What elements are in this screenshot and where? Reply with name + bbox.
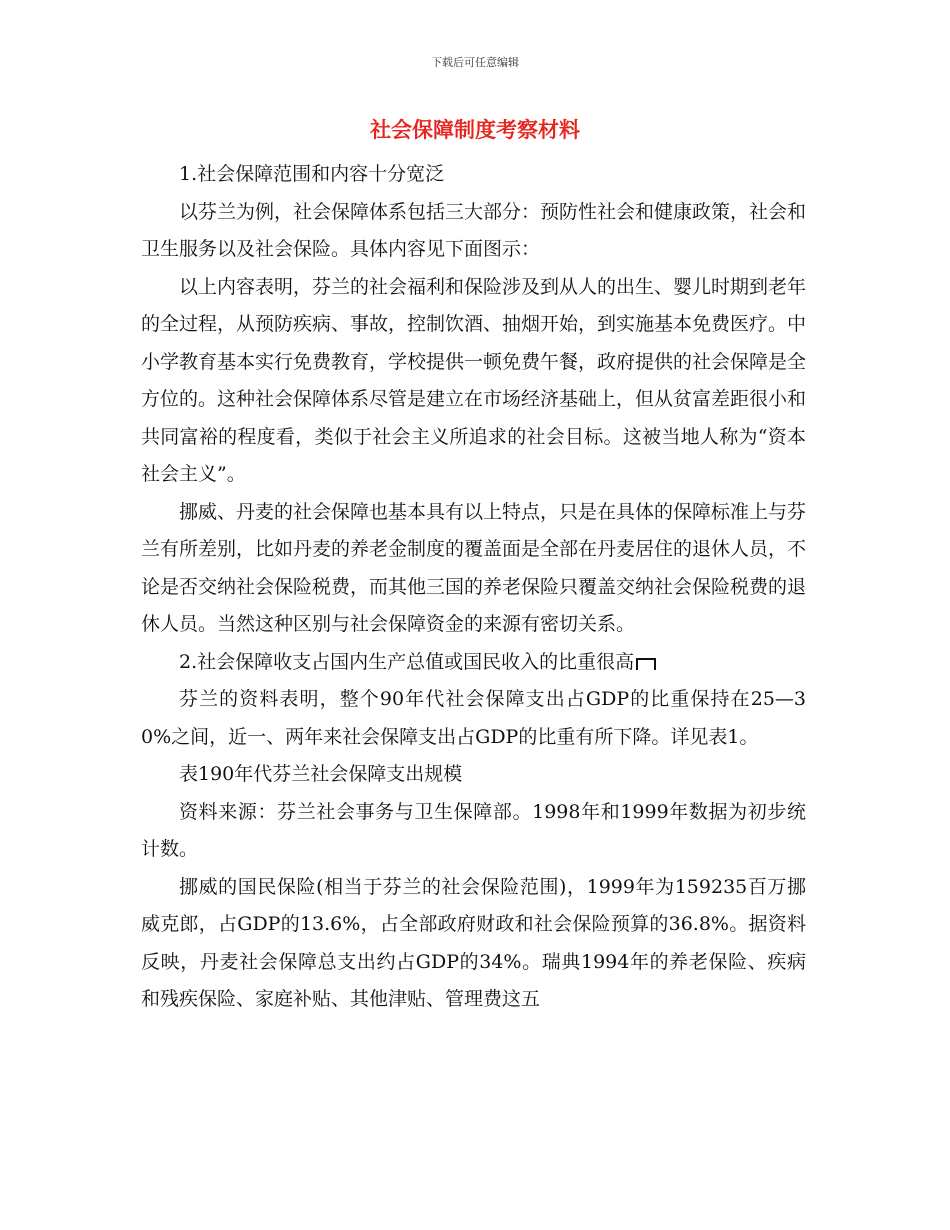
text-cursor-icon bbox=[636, 658, 656, 670]
document-body bbox=[141, 156, 806, 1019]
paragraph-finland-gdp: 芬兰的资料表明，整个90年代社会保障支出占GDP的比重保持在25—30%之间，近一、两年来社会保障支出占GDP的比重有所下降。详见表1。 bbox=[141, 688, 806, 748]
page-header-note: 下载后可任意编辑 bbox=[431, 56, 519, 69]
section-heading-2 bbox=[141, 644, 806, 682]
section-heading-2-text: 2.社会保障收支占国内生产总值或国民收入的比重很高 bbox=[179, 650, 635, 673]
paragraph-finland-coverage: 以上内容表明，芬兰的社会福利和保险涉及到从人的出生、婴儿时期到老年的全过程，从预防疾病、事故，控制饮酒、抽烟开始，到实施基本免费医疗。中小学教育基本实行免费教育，学校提供一顿免费午餐，政府提供的社会保障是全方位的。这种社会保障体系尽管是建立在市场经济基础上，但从贫富差距很小和共同富裕的程度看，类似于社会主义所追求的社会目标。这被当地人称为“资本社会主义”。 bbox=[141, 275, 807, 485]
section-heading-1: 1.社会保障范围和内容十分宽泛 bbox=[179, 163, 445, 185]
paragraph-finland-system: 以芬兰为例，社会保障体系包括三大部分：预防性社会和健康政策，社会和卫生服务以及社会保险。具体内容见下面图示： bbox=[141, 200, 807, 260]
document-title: 社会保障制度考察材料 bbox=[370, 118, 580, 142]
table-caption: 表190年代芬兰社会保障支出规模 bbox=[179, 763, 463, 785]
paragraph-norway-denmark-sweden: 挪威的国民保险(相当于芬兰的社会保险范围)，1999年为159235百万挪威克郎，占GDP的13.6%，占全部政府财政和社会保险预算的36.8%。据资料反映，丹麦社会保障总支出约占GDP的34%。瑞典1994年的养老保险、疾病和残疾保险、家庭补贴、其他津贴、管理费这五 bbox=[141, 875, 806, 1010]
data-source-note: 资料来源：芬兰社会事务与卫生保障部。1998年和1999年数据为初步统计数。 bbox=[141, 800, 806, 860]
paragraph-norway-denmark: 挪威、丹麦的社会保障也基本具有以上特点，只是在具体的保障标准上与芬兰有所差别，比如丹麦的养老金制度的覆盖面是全部在丹麦居住的退休人员，不论是否交纳社会保险税费，而其他三国的养老保险只覆盖交纳社会保险税费的退休人员。当然这种区别与社会保障资金的来源有密切关系。 bbox=[141, 500, 807, 635]
